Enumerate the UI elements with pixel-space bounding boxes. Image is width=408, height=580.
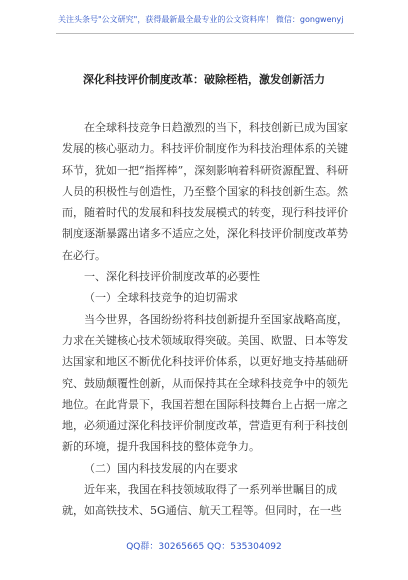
document-body (62, 117, 354, 522)
document-title: 深化科技评价制度改革：破除桎梏，激发创新活力 (83, 73, 325, 86)
header-divider (56, 33, 354, 34)
subsection-1-paragraph: 当今世界，各国纷纷将科技创新提升至国家战略高度，力求在关键核心技术领域取得突破。美国、欧盟、日本等发达国家和地区不断优化科技评价体系，以更好地支持基础研究、鼓励颠覆性创新，从而保持其在全球科技竞争中的领先地位。在此背景下，我国若想在国际科技舞台上占据一席之地，必须通过深化科技评价制度改革，营造更有利于科技创新的环境，提升我国科技的整体竞争力。 (62, 312, 348, 454)
intro-paragraph: 在全球科技竞争日趋激烈的当下，科技创新已成为国家发展的核心驱动力。科技评价制度作为科技治理体系的关键环节，犹如一把“指挥棒”，深刻影响着科研资源配置、科研人员的积极性与创造性，乃至整个国家的科技创新生态。然而，随着时代的发展和科技发展模式的转变，现行科技评价制度逐渐暴露出诸多不适应之处，深化科技评价制度改革势在必行。 (62, 121, 349, 262)
footer-contact: QQ群：30265665 QQ：535304092 (126, 542, 282, 552)
header-banner: 关注头条号"公文研究"，获得最新最全最专业的公文资料库！ 微信：gongwenyj (58, 15, 344, 24)
subsection-heading-2: （二）国内科技发展的内在要求 (84, 461, 238, 475)
section-heading: 一、深化科技评价制度改革的必要性 (84, 270, 260, 284)
subsection-heading-1: （一）全球科技竞争的迫切需求 (84, 291, 238, 305)
subsection-2-paragraph: 近年来，我国在科技领域取得了一系列举世瞩目的成就，如高铁技术、5G通信、航天工程等。但同时，在一些 (62, 483, 342, 518)
